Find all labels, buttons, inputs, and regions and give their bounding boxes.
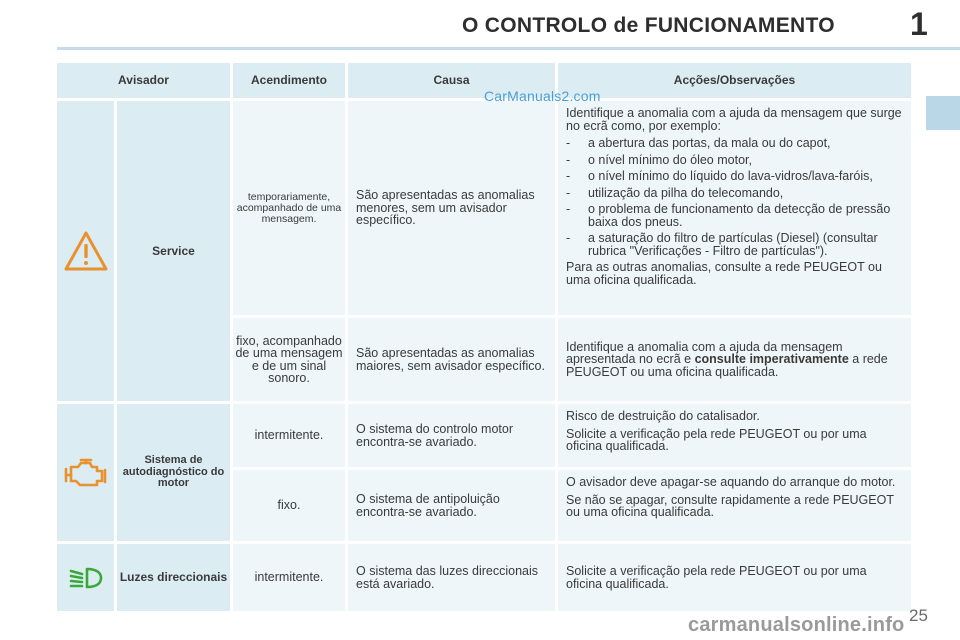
service-action-outro: Para as outras anomalias, consulte a rede PEUGEOT ou uma oficina qualificada. — [566, 260, 882, 287]
headlight-icon — [68, 566, 104, 590]
header-avisador: Avisador — [57, 63, 230, 98]
list-item: - o nível mínimo do líquido do lava-vidros/lava-faróis, — [566, 169, 873, 183]
autodiag-action-flashing-p1: Risco de destruição do catalisador. — [566, 409, 760, 423]
header-causa: Causa — [348, 63, 555, 98]
autodiag-action-fixed — [558, 470, 911, 541]
autodiag-cause-control: O sistema do controlo motor encontra-se avariado. — [348, 404, 555, 467]
service-lighting-temporary: temporariamente, acompanhado de uma mensagem. — [233, 101, 345, 315]
page-number: 25 — [909, 606, 928, 625]
chapter-number: 1 — [910, 6, 928, 42]
header-rule — [57, 47, 960, 50]
service-action-major-post: a rede PEUGEOT ou uma oficina qualificada. — [566, 352, 888, 379]
service-action-major — [558, 318, 911, 401]
autodiag-action-fixed-p2: Se não se apagar, consulte rapidamente a rede PEUGEOT ou uma oficina qualificada. — [566, 492, 894, 519]
autodiag-action-flashing — [558, 404, 911, 467]
engine-icon — [64, 457, 108, 489]
service-lighting-fixed: fixo, acompanhado de uma mensagem e de um sinal sonoro. — [233, 318, 345, 401]
autodiag-name: Sistema de autodiagnóstico do motor — [117, 404, 230, 541]
service-name: Service — [117, 101, 230, 401]
header-accoes: Acções/Observações — [558, 63, 911, 98]
autodiag-action-fixed-p1: O avisador deve apagar-se aquando do arranque do motor. — [566, 475, 896, 489]
watermark-bottom: carmanualsonline.info — [688, 614, 905, 636]
list-item: - a abertura das portas, da mala ou do capot, — [566, 136, 831, 150]
service-action-major-bold: consulte imperativamente — [694, 352, 849, 367]
warning-lamps-table — [57, 63, 911, 611]
autodiag-lighting-fixed: fixo. — [233, 470, 345, 541]
page-title: O CONTROLO de FUNCIONAMENTO — [462, 14, 835, 37]
service-action-major-pre: Identifique a anomalia com a ajuda da mensagem apresentada no ecrã e — [566, 339, 843, 367]
service-action-intro: Identifique a anomalia com a ajuda da mensagem que surge no ecrã como, por exemplo: — [566, 106, 902, 133]
chapter-side-tab — [926, 96, 960, 130]
watermark-top: CarManuals2.com — [484, 88, 601, 104]
list-item: - o nível mínimo do óleo motor, — [566, 152, 752, 167]
header-acendimento: Acendimento — [233, 63, 345, 98]
lights-cause: O sistema das luzes direccionais está avariado. — [348, 544, 555, 611]
warning-triangle-icon — [63, 230, 109, 272]
list-item: - a saturação do filtro de partículas (Diesel) (consultar rubrica "Verificações - Filtro de partículas"). — [566, 231, 878, 258]
service-action-minor — [558, 101, 911, 315]
list-item: - o problema de funcionamento da detecção de pressão baixa dos pneus. — [566, 202, 891, 229]
lights-action: Solicite a verificação pela rede PEUGEOT ou por uma oficina qualificada. — [558, 544, 911, 611]
list-item: - utilização da pilha do telecomando, — [566, 185, 784, 200]
service-cause-major: São apresentadas as anomalias maiores, sem avisador específico. — [348, 318, 555, 401]
lights-name: Luzes direccionais — [117, 544, 230, 611]
lights-lighting-flashing: intermitente. — [233, 544, 345, 611]
autodiag-lighting-flashing: intermitente. — [233, 404, 345, 467]
service-icon-cell — [57, 101, 114, 401]
autodiag-action-flashing-p2: Solicite a verificação pela rede PEUGEOT ou por uma oficina qualificada. — [566, 426, 867, 453]
autodiag-cause-pollution: O sistema de antipoluição encontra-se avariado. — [348, 470, 555, 541]
lights-icon-cell — [57, 544, 114, 611]
service-cause-minor: São apresentadas as anomalias menores, sem um avisador específico. — [348, 101, 555, 315]
autodiag-icon-cell — [57, 404, 114, 541]
